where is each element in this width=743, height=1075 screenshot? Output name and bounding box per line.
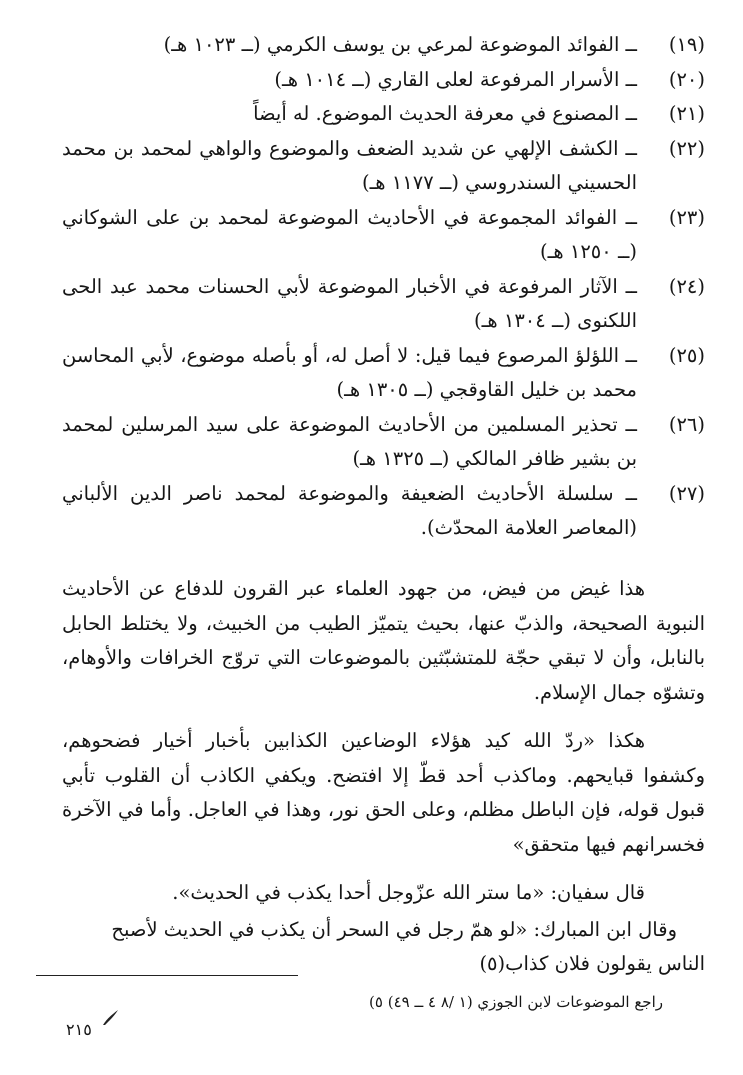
item-number: (١٩) [668, 33, 705, 56]
item-number: (٢٢) [668, 136, 705, 160]
page-number: ٢١٥ [66, 1020, 92, 1039]
item-number: (٢٥) [668, 343, 705, 367]
list-item [62, 270, 705, 339]
list-item [62, 477, 705, 546]
reference-list [62, 28, 705, 546]
list-item [62, 201, 705, 270]
item-text: ــ الفوائد الموضوعة لمرعي بن يوسف الكرمي (ــ ١٠٢٣ هـ) [163, 33, 637, 56]
quote-ibn-mubarak: وقال ابن المبارك: «لو همّ رجل في السحر أن يكذب في الحديث لأصبح الناس يقولون فلان كذاب(٥) [111, 917, 705, 975]
footnote [328, 990, 663, 1014]
item-text: ــ الأسرار المرفوعة لعلى القاري (ــ ١٠١٤ هـ) [274, 67, 637, 91]
list-item [62, 339, 705, 408]
item-number: (٢٠) [668, 67, 705, 91]
item-number: (٢٣) [668, 205, 705, 229]
footnote-number: ٥) [369, 993, 383, 1011]
list-item [62, 408, 705, 477]
footnote-text: راجع الموضوعات لابن الجوزي (١ /٨ ٤ ــ ٤٩) [387, 993, 663, 1011]
ink-mark-icon [100, 1006, 122, 1028]
item-text: ــ سلسلة الأحاديث الضعيفة والموضوعة لمحمد ناصر الدين الألباني (المعاصر العلامة المحدّث). [62, 481, 637, 539]
item-number: (٢٦) [668, 412, 705, 436]
list-item [62, 132, 705, 201]
list-item [62, 97, 705, 132]
item-text: ــ الكشف الإلهي عن شديد الضعف والموضوع والواهي لمحمد بن محمد الحسيني السندروسي (ــ ١١٧٧ هـ) [62, 136, 637, 194]
paragraph: هذا غيض من فيض، من جهود العلماء عبر القرون للدفاع عن الأحاديث النبوية الصحيحة، والذبّ عنها، بحيث يتميّز الطيب من الخبيث، ولا يختلط الحابل بالنابل، وأن لا تبقي حجّة للمتشبّثين بالموضوعات التي تروّج الخرافات والأوهام، وتشوّه جمال الإسلام. [62, 577, 705, 704]
item-text: ــ الفوائد المجموعة في الأحاديث الموضوعة لمحمد بن على الشوكاني (ــ ١٢٥٠ هـ) [62, 205, 637, 263]
list-item [62, 28, 705, 63]
item-number: (٢٧) [668, 481, 705, 505]
footnote-divider [36, 975, 298, 976]
quote-sufyan: قال سفيان: «ما ستر الله عزّوجل أحدا يكذب في الحديث». [172, 881, 645, 904]
item-text: ــ تحذير المسلمين من الأحاديث الموضوعة على سيد المرسلين لمحمد بن بشير ظافر المالكي (ــ ١٣٢٥ هـ) [62, 412, 637, 470]
item-number: (٢٤) [668, 274, 705, 298]
item-text: ــ الآثار المرفوعة في الأخبار الموضوعة لأبي الحسنات محمد عبد الحى اللكنوى (ــ ١٣٠٤ هـ) [62, 274, 637, 332]
item-number: (٢١) [668, 102, 705, 125]
body-text [62, 572, 705, 982]
list-item [62, 63, 705, 98]
item-text: ــ اللؤلؤ المرصوع فيما قيل: لا أصل له، أو بأصله موضوع، لأبي المحاسن محمد بن خليل القاوقجي (ــ ١٣٠٥ هـ) [62, 343, 637, 401]
item-text: ــ المصنوع في معرفة الحديث الموضوع. له أيضاً [253, 102, 637, 125]
paragraph: هكذا «ردّ الله كيد هؤلاء الوضاعين الكذابين بأخبار أخيار فضحوهم، وكشفوا قبايحهم. وماكذب أحد قطّ إلا افتضح. ويكفي الكاذب أن القلوب تأبي قبول قوله، فإن الباطل مظلم، وعلى الحق نور، وهذا في العاجل. وأما في الآخرة فخسرانهم فيها متحقق» [62, 729, 705, 856]
